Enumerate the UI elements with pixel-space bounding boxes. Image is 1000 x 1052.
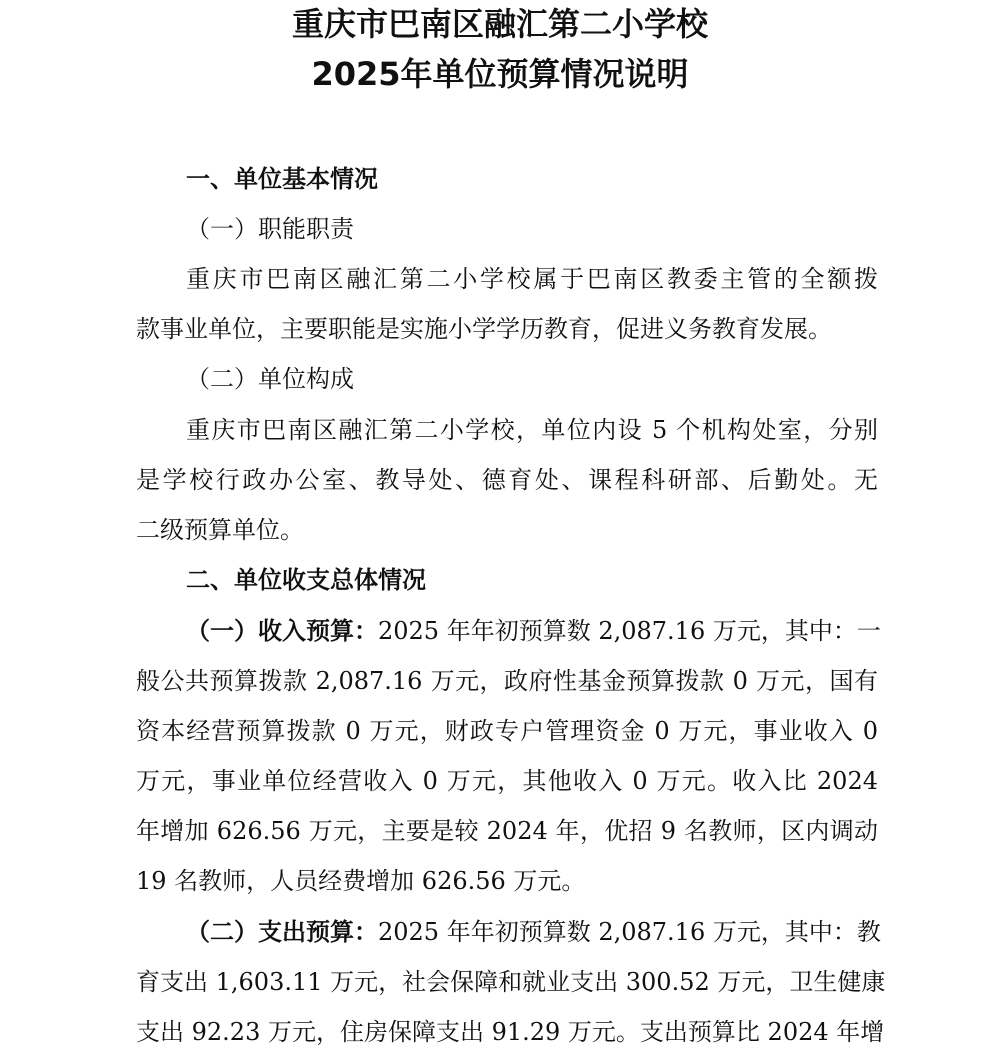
paragraph-line: 重庆市巴南区融汇第二小学校，单位内设 5 个机构处室，分别	[186, 416, 878, 444]
income-budget-label: （一）收入预算：	[186, 617, 378, 645]
subsection-heading-functions: （一）职能职责	[186, 215, 354, 243]
document-title-line-2: 2025年单位预算情况说明	[311, 55, 689, 93]
paragraph-line: 二级预算单位。	[136, 516, 304, 544]
paragraph-line: 万元，事业单位经营收入 0 万元，其他收入 0 万元。收入比 2024	[136, 767, 878, 795]
expense-budget-first-line	[186, 915, 881, 949]
section-heading-basic-info: 一、单位基本情况	[186, 165, 378, 193]
paragraph-line: 是学校行政办公室、教导处、德育处、课程科研部、后勤处。无	[136, 466, 878, 494]
expense-budget-label: （二）支出预算：	[186, 918, 378, 946]
paragraph-line: 育支出 1,603.11 万元，社会保障和就业支出 300.52 万元，卫生健康	[136, 968, 886, 996]
paragraph-line: 19 名教师，人员经费增加 626.56 万元。	[136, 867, 586, 895]
document-title-line-1: 重庆市巴南区融汇第二小学校	[291, 5, 708, 43]
paragraph-line: 般公共预算拨款 2,087.16 万元，政府性基金预算拨款 0 万元，国有	[136, 667, 878, 695]
paragraph-line: 支出 92.23 万元，住房保障支出 91.29 万元。支出预算比 2024 年增	[136, 1018, 885, 1046]
income-budget-first-line-text: 2025 年年初预算数 2,087.16 万元，其中：一	[378, 617, 881, 645]
paragraph-line: 年增加 626.56 万元，主要是较 2024 年，优招 9 名教师，区内调动	[136, 817, 878, 845]
paragraph-line: 款事业单位，主要职能是实施小学学历教育，促进义务教育发展。	[136, 315, 832, 343]
paragraph-line: 资本经营预算拨款 0 万元，财政专户管理资金 0 万元，事业收入 0	[136, 717, 878, 745]
income-budget-first-line	[186, 614, 881, 648]
expense-budget-first-line-text: 2025 年年初预算数 2,087.16 万元，其中：教	[378, 918, 881, 946]
section-heading-budget-overview: 二、单位收支总体情况	[186, 566, 426, 594]
paragraph-line: 重庆市巴南区融汇第二小学校属于巴南区教委主管的全额拨	[186, 265, 878, 293]
subsection-heading-composition: （二）单位构成	[186, 365, 354, 393]
